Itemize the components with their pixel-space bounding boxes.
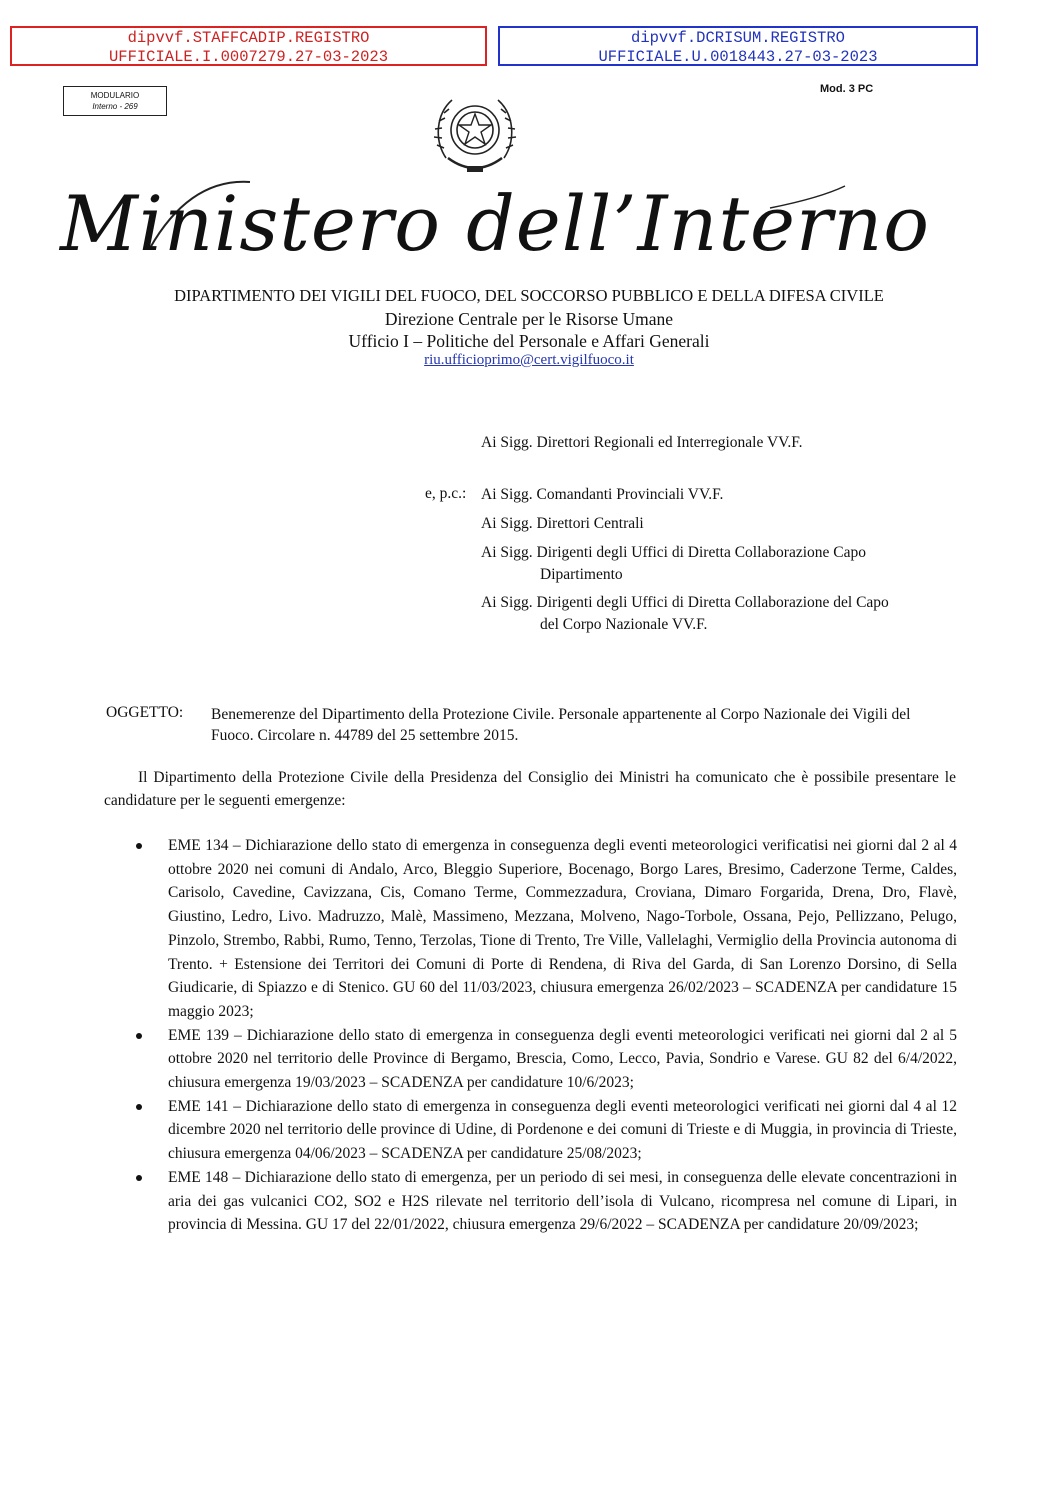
office-email-link[interactable]: riu.ufficioprimo@cert.vigilfuoco.it <box>424 352 634 368</box>
list-item <box>131 1166 957 1237</box>
cc-label: e, p.c.: <box>425 485 467 502</box>
ministry-title-calligraphy <box>59 168 931 268</box>
modulario-code: Interno - 269 <box>92 102 138 111</box>
modulario-label: MODULARIO <box>90 91 140 100</box>
italian-republic-emblem-icon <box>430 88 520 180</box>
recipient-main: Ai Sigg. Direttori Regionali ed Interregionale VV.F. <box>481 434 803 451</box>
recipient-cc-4 <box>481 592 889 636</box>
recipient-cc-3 <box>481 542 866 586</box>
direction-heading: Direzione Centrale per le Risorse Umane <box>384 309 674 329</box>
bullet-icon <box>136 1175 142 1181</box>
bullet-icon <box>136 843 142 849</box>
stamp-line: UFFICIALE.U.0018443.27-03-2023 <box>598 48 878 66</box>
recipient-line: Ai Sigg. Direttori Centrali <box>481 515 644 532</box>
recipient-line: Ai Sigg. Dirigenti degli Uffici di Diretta Collaborazione del Capo <box>481 594 889 611</box>
stamp-line: dipvvf.STAFFCADIP.REGISTRO <box>127 29 370 47</box>
emergency-text: EME 134 – Dichiarazione dello stato di emergenza in conseguenza degli eventi meteorologici verificatisi nei giorni dal 2 al 4 ottobre 2020 nei comuni di Andalo, Arco, Bleggio Superiore, Bocenago, Borgo Lares, Bresimo, Caderzone Terme, Caldes, Carisolo, Cavedine, Cavizzana, Cis, Comano Terme, Commezzadura, Croviana, Dimaro Forgarida, Drena, Dro, Flavè, Giustino, Ledro, Livo. Madruzzo, Malè, Massimeno, Mezzana, Molveno, Nago-Torbole, Ossana, Pejo, Pellizzano, Pelugo, Pinzolo, Strembo, Rabbi, Rumo, Tenno, Terzolas, Tione di Trento, Tre Ville, Vallelaghi, Vermiglio della Provincia autonoma di Trento. + Estensione dei Territori dei Comuni di Porte di Rendena, di Riva del Garda, di San Lorenzo Dorsino, di Sella Giudicarie, di Spiazzo e di Stenico. GU 60 del 11/03/2023, chiusura emergenza 26/02/2023 – SCADENZA per candidature 15 maggio 2023; <box>168 837 957 1020</box>
emergency-list <box>131 834 957 1237</box>
subject-text: Benemerenze del Dipartimento della Protezione Civile. Personale appartenente al Corpo Nazionale dei Vigili del Fuoco. Circolare n. 44789 del 25 settembre 2015. <box>211 706 911 744</box>
recipient-line: Ai Sigg. Comandanti Provinciali VV.F. <box>481 486 724 503</box>
stamp-line: dipvvf.DCRISUM.REGISTRO <box>631 29 845 47</box>
emergency-text: EME 148 – Dichiarazione dello stato di emergenza, per un periodo di sei mesi, in conseguenza delle elevate concentrazioni in aria dei gas vulcanici CO2, SO2 e H2S rilevate nel territorio dell’isola di Vulcano, ricompresa nel comune di Lipari, in provincia di Messina. GU 17 del 22/01/2022, chiusura emergenza 29/6/2022 – SCADENZA per candidature 20/09/2023; <box>168 1168 957 1234</box>
stamp-line: UFFICIALE.I.0007279.27-03-2023 <box>108 48 389 66</box>
ministry-title: Ministero dell’Interno <box>59 179 931 268</box>
protocol-stamp-incoming <box>10 26 487 66</box>
modulario-box <box>63 86 167 116</box>
office-heading: Ufficio I – Politiche del Personale e Affari Generali <box>348 331 710 351</box>
list-item <box>131 1024 957 1095</box>
emergency-text: EME 139 – Dichiarazione dello stato di emergenza in conseguenza degli eventi meteorologici verificati nei giorni dal 2 al 5 ottobre 2020 nel territorio delle Province di Bergamo, Brescia, Como, Lecco, Pavia, Sondrio e Varese. GU 82 del 6/4/2022, chiusura emergenza 19/03/2023 – SCADENZA per candidature 10/6/2023; <box>168 1026 957 1092</box>
list-item <box>131 1095 957 1166</box>
intro-paragraph: Il Dipartimento della Protezione Civile della Presidenza del Consiglio dei Ministri ha comunicato che è possibile presentare le candidature per le seguenti emergenze: <box>104 769 956 809</box>
recipient-line-continued: Dipartimento <box>540 566 623 583</box>
recipient-line: Ai Sigg. Dirigenti degli Uffici di Diretta Collaborazione Capo <box>481 544 866 561</box>
bullet-icon <box>136 1033 142 1039</box>
department-heading: DIPARTIMENTO DEI VIGILI DEL FUOCO, DEL SOCCORSO PUBBLICO E DELLA DIFESA CIVILE <box>174 286 884 305</box>
protocol-stamp-outgoing <box>498 26 978 66</box>
recipient-line-continued: del Corpo Nazionale VV.F. <box>540 616 708 633</box>
list-item <box>131 834 957 1024</box>
recipient-cc-1 <box>481 484 723 506</box>
bullet-icon <box>136 1104 142 1110</box>
form-code: Mod. 3 PC <box>820 83 874 95</box>
emergency-text: EME 141 – Dichiarazione dello stato di emergenza in conseguenza degli eventi meteorologici verificati nei giorni dal 4 al 12 dicembre 2020 nel territorio delle province di Udine, di Pordenone e dei comuni di Trieste e di Muggia, in provincia di Trieste, chiusura emergenza 04/06/2023 – SCADENZA per candidature 25/08/2023; <box>168 1097 957 1163</box>
subject-label: OGGETTO: <box>106 704 184 721</box>
recipient-cc-2 <box>481 513 644 535</box>
